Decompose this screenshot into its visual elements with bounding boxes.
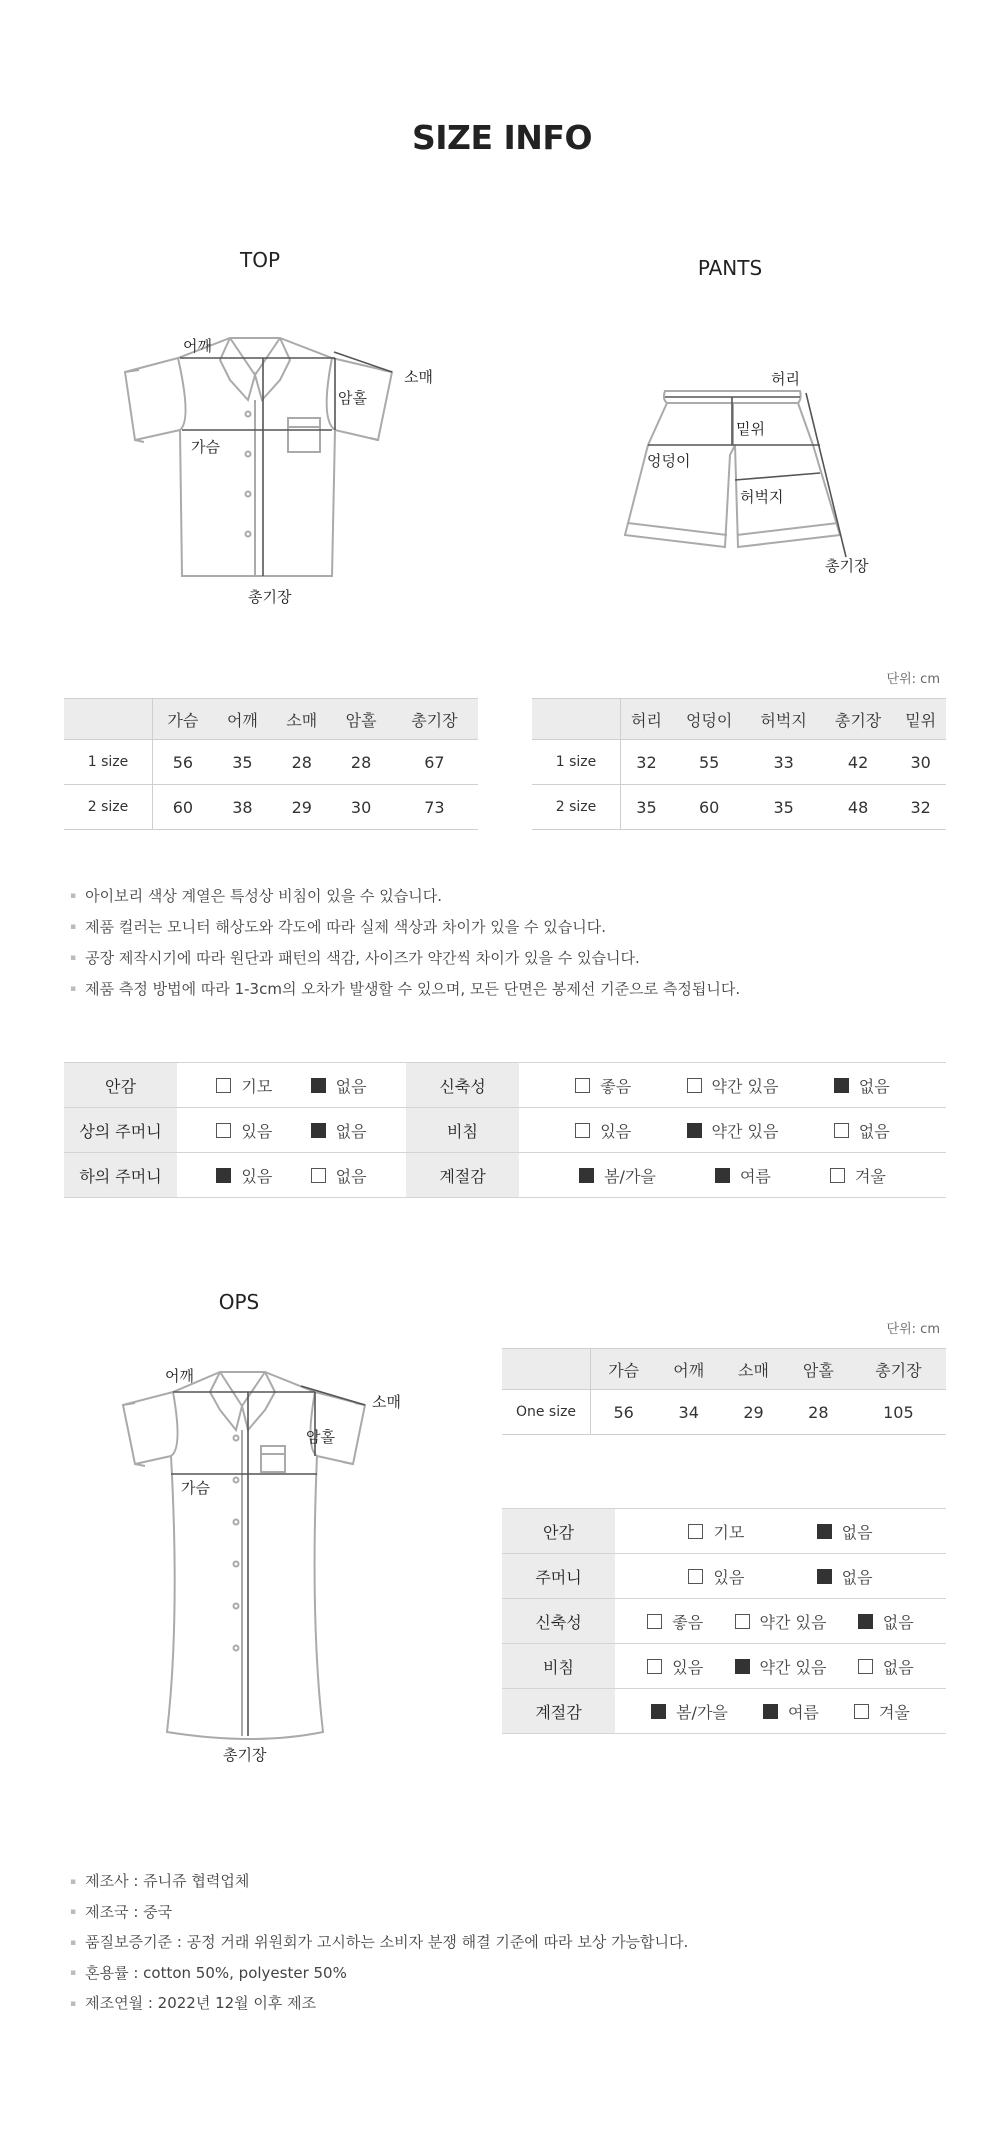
feature-options [177,1108,406,1153]
table-row [532,785,946,830]
table-header: 엉덩이 [672,699,746,740]
table-row [532,740,946,785]
option-item [311,1164,367,1187]
option-group [520,1074,945,1097]
checked-box-icon [311,1123,326,1138]
option-label: 겨울 [878,1702,910,1722]
option-group [178,1164,405,1187]
table-cell: 1 size [532,740,621,785]
table-cell: 105 [851,1390,946,1435]
ops-shoulder-label: 어깨 [165,1367,194,1385]
table-header: 총기장 [821,699,895,740]
ops-chest-label: 가슴 [181,1479,210,1497]
top-label: TOP [239,248,281,272]
option-label: 있음 [600,1121,632,1141]
table-header: 밑위 [895,699,946,740]
top-length-label: 총기장 [248,588,292,606]
option-item [651,1700,728,1723]
unchecked-box-icon [575,1078,590,1093]
dress-diagram [115,1370,375,1750]
product-info-list [70,1866,950,2019]
table-cell: 2 size [532,785,621,830]
shirt-diagram [120,330,420,590]
option-label: 약간 있음 [759,1657,827,1677]
option-item [647,1610,703,1633]
table-header-row [64,699,478,740]
table-cell: 28 [786,1390,851,1435]
ops-armhole-label: 암홀 [306,1428,335,1446]
option-label: 여름 [739,1166,771,1186]
feature-label: 안감 [64,1063,177,1108]
info-item: ▪ 제조연월 : 2022년 12월 이후 제조 [70,1988,950,2019]
option-item [817,1565,873,1588]
pants-hip-label: 엉덩이 [647,452,691,470]
feature-row [64,1153,946,1198]
unchecked-box-icon [858,1659,873,1674]
table-header [64,699,153,740]
info-item: ▪ 혼용률 : cotton 50%, polyester 50% [70,1958,950,1989]
top-chest-label: 가슴 [191,438,220,456]
option-item [715,1164,771,1187]
unchecked-box-icon [688,1524,703,1539]
unchecked-box-icon [311,1168,326,1183]
unchecked-box-icon [854,1704,869,1719]
feature-row [502,1599,946,1644]
table-cell: 60 [672,785,746,830]
option-item [687,1074,779,1097]
option-item [311,1119,367,1142]
option-label: 없음 [335,1076,367,1096]
option-label: 좋음 [600,1076,632,1096]
option-group [616,1565,945,1588]
checked-box-icon [311,1078,326,1093]
option-item [834,1074,890,1097]
feature-row [502,1554,946,1599]
option-label: 없음 [335,1121,367,1141]
pants-rise-label: 밑위 [736,420,765,438]
pants-waist-label: 허리 [771,370,800,388]
table-cell: 34 [656,1390,721,1435]
option-item [858,1610,914,1633]
option-group [178,1074,405,1097]
table-cell: 48 [821,785,895,830]
option-group [616,1610,945,1633]
table-cell: 2 size [64,785,153,830]
table-cell: 29 [272,785,331,830]
option-label: 없음 [841,1567,873,1587]
checked-box-icon [817,1569,832,1584]
option-label: 약간 있음 [759,1612,827,1632]
option-label: 없음 [841,1522,873,1542]
feature-label: 계절감 [502,1689,615,1734]
pants-length-label: 총기장 [825,557,869,575]
option-label: 봄/가을 [676,1702,728,1722]
ops-sleeve-label: 소매 [372,1393,401,1411]
feature-options [177,1153,406,1198]
unchecked-box-icon [687,1078,702,1093]
option-label: 없음 [882,1657,914,1677]
option-label: 기모 [713,1522,745,1542]
unchecked-box-icon [834,1123,849,1138]
option-item [854,1700,910,1723]
table-header: 어깨 [656,1349,721,1390]
option-label: 좋음 [672,1612,704,1632]
ops-size-table [502,1348,946,1435]
feature-row [502,1689,946,1734]
notes-list [70,881,950,1005]
checked-box-icon [763,1704,778,1719]
table-cell: 67 [391,740,478,785]
checked-box-icon [216,1168,231,1183]
option-label: 없음 [858,1076,890,1096]
table-cell: 56 [591,1390,657,1435]
feature-options [177,1063,406,1108]
unchecked-box-icon [735,1614,750,1629]
checked-box-icon [735,1659,750,1674]
unchecked-box-icon [830,1168,845,1183]
feature-options [615,1689,946,1734]
feature-label: 하의 주머니 [64,1153,177,1198]
table-cell: 73 [391,785,478,830]
option-item [688,1520,744,1543]
unit-label: 단위: cm [886,672,940,687]
feature-options [615,1509,946,1554]
option-label: 겨울 [854,1166,886,1186]
info-item: ▪ 품질보증기준 : 공정 거래 위원회가 고시하는 소비자 분쟁 해결 기준에 따라 보상 가능합니다. [70,1927,950,1958]
table-cell: 42 [821,740,895,785]
table-cell: 38 [213,785,272,830]
table-header: 가슴 [153,699,213,740]
table-row [502,1390,946,1435]
table-cell: 30 [331,785,390,830]
feature-options [519,1153,946,1198]
table-header: 소매 [272,699,331,740]
info-item: ▪ 제조국 : 중국 [70,1897,950,1928]
ops-unit-label: 단위: cm [886,1322,940,1337]
option-label: 있음 [241,1166,273,1186]
option-group [616,1655,945,1678]
pants-size-table [532,698,946,830]
option-item [834,1119,890,1142]
feature-options [519,1063,946,1108]
table-header-row [502,1349,946,1390]
option-group [616,1700,945,1723]
option-item [687,1119,779,1142]
note-item: ▪ 공장 제작시기에 따라 원단과 패턴의 색감, 사이즈가 약간씩 차이가 있을 수 있습니다. [70,943,950,974]
feature-label: 안감 [502,1509,615,1554]
ops-feature-table [502,1508,946,1734]
table-header: 총기장 [391,699,478,740]
feature-label: 상의 주머니 [64,1108,177,1153]
option-item [858,1655,914,1678]
table-header: 총기장 [851,1349,946,1390]
table-cell: 55 [672,740,746,785]
feature-table [64,1062,946,1198]
top-armhole-label: 암홀 [338,389,367,407]
top-size-table [64,698,478,830]
page-title: SIZE INFO [412,118,592,157]
note-item: ▪ 제품 컬러는 모니터 해상도와 각도에 따라 실제 색상과 차이가 있을 수 있습니다. [70,912,950,943]
table-cell: 29 [721,1390,786,1435]
option-item [216,1074,272,1097]
table-header [532,699,621,740]
checked-box-icon [651,1704,666,1719]
option-label: 있음 [672,1657,704,1677]
table-cell: 1 size [64,740,153,785]
option-item [579,1164,656,1187]
table-cell: 28 [272,740,331,785]
table-header: 암홀 [331,699,390,740]
unchecked-box-icon [216,1123,231,1138]
option-label: 없음 [858,1121,890,1141]
table-header: 암홀 [786,1349,851,1390]
option-label: 여름 [787,1702,819,1722]
feature-label: 비침 [502,1644,615,1689]
option-item [575,1074,631,1097]
table-header: 가슴 [591,1349,657,1390]
pants-thigh-label: 허벅지 [740,488,784,506]
feature-row [502,1509,946,1554]
option-item [216,1119,272,1142]
feature-label: 주머니 [502,1554,615,1599]
unchecked-box-icon [216,1078,231,1093]
option-label: 봄/가을 [604,1166,656,1186]
table-cell: 33 [746,740,820,785]
unchecked-box-icon [647,1614,662,1629]
option-group [520,1119,945,1142]
table-header [502,1349,591,1390]
feature-options [519,1108,946,1153]
option-group [520,1164,945,1187]
top-sleeve-label: 소매 [404,368,433,386]
pants-diagram [620,385,860,565]
table-cell: 60 [153,785,213,830]
table-cell: 28 [331,740,390,785]
feature-row [64,1063,946,1108]
option-label: 약간 있음 [711,1076,779,1096]
table-cell: 30 [895,740,946,785]
feature-row [502,1644,946,1689]
table-cell: 32 [621,740,672,785]
option-item [735,1655,827,1678]
table-row [64,740,478,785]
checked-box-icon [715,1168,730,1183]
info-item: ▪ 제조사 : 쥬니쥬 협력업체 [70,1866,950,1897]
table-cell: 56 [153,740,213,785]
feature-options [615,1599,946,1644]
checked-box-icon [687,1123,702,1138]
feature-options [615,1644,946,1689]
table-row [64,785,478,830]
feature-label: 계절감 [406,1153,519,1198]
option-item [575,1119,631,1142]
unchecked-box-icon [575,1123,590,1138]
option-label: 없음 [882,1612,914,1632]
feature-label: 신축성 [502,1599,615,1644]
table-cell: 32 [895,785,946,830]
feature-label: 신축성 [406,1063,519,1108]
feature-row [64,1108,946,1153]
option-item [763,1700,819,1723]
checked-box-icon [579,1168,594,1183]
table-header: 소매 [721,1349,786,1390]
option-item [735,1610,827,1633]
feature-label: 비침 [406,1108,519,1153]
table-cell: 35 [621,785,672,830]
option-label: 없음 [335,1166,367,1186]
table-cell: 35 [213,740,272,785]
top-shoulder-label: 어깨 [183,337,212,355]
option-label: 기모 [241,1076,273,1096]
note-item: ▪ 제품 측정 방법에 따라 1-3cm의 오차가 발생할 수 있으며, 모든 단면은 봉제선 기준으로 측정됩니다. [70,974,950,1005]
unchecked-box-icon [647,1659,662,1674]
checked-box-icon [817,1524,832,1539]
table-header: 허벅지 [746,699,820,740]
option-item [311,1074,367,1097]
option-item [817,1520,873,1543]
option-label: 있음 [241,1121,273,1141]
pants-label: PANTS [697,256,763,280]
ops-length-label: 총기장 [223,1746,267,1764]
checked-box-icon [858,1614,873,1629]
table-header: 허리 [621,699,672,740]
option-label: 약간 있음 [711,1121,779,1141]
unchecked-box-icon [688,1569,703,1584]
note-item: ▪ 아이보리 색상 계열은 특성상 비침이 있을 수 있습니다. [70,881,950,912]
table-header: 어깨 [213,699,272,740]
option-item [647,1655,703,1678]
ops-label: OPS [218,1290,260,1314]
option-item [830,1164,886,1187]
table-header-row [532,699,946,740]
table-cell: One size [502,1390,591,1435]
table-cell: 35 [746,785,820,830]
option-item [688,1565,744,1588]
option-label: 있음 [713,1567,745,1587]
option-item [216,1164,272,1187]
option-group [178,1119,405,1142]
option-group [616,1520,945,1543]
feature-options [615,1554,946,1599]
checked-box-icon [834,1078,849,1093]
